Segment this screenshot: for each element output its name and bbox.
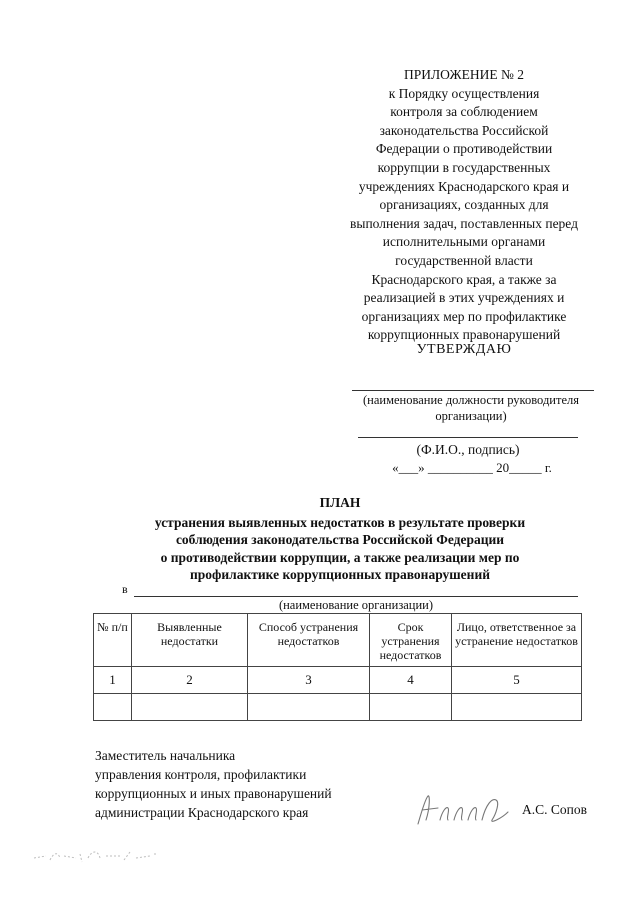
signer-line: Заместитель начальника xyxy=(95,748,236,763)
name-caption: (Ф.И.О., подпись) xyxy=(416,442,520,457)
header-method: Способ устранения недостатков xyxy=(248,614,370,667)
table-cell xyxy=(248,694,370,721)
signer-line: администрации Краснодарского края xyxy=(95,805,309,820)
table-cell: 5 xyxy=(452,667,582,694)
appendix-line: коррупционных правонарушений xyxy=(367,327,561,343)
appendix-line: коррупции в государственных xyxy=(377,159,551,175)
table-cell: 2 xyxy=(132,667,248,694)
signer-block xyxy=(95,746,395,822)
faint-stamp-mark xyxy=(32,846,162,866)
plan-subtitle-line: о противодействии коррупции, а также реализации мер по xyxy=(160,549,520,565)
position-signature-line xyxy=(352,390,594,391)
table-cell xyxy=(370,694,452,721)
appendix-line: к Порядку осуществления xyxy=(388,85,540,101)
table-cell xyxy=(132,694,248,721)
appendix-line: Краснодарского края, а также за xyxy=(371,271,557,287)
table-header-row xyxy=(94,614,582,667)
appendix-line: законодательства Российской xyxy=(379,122,549,138)
table-row xyxy=(94,694,582,721)
header-deficiencies: Выявленные недостатки xyxy=(132,614,248,667)
appendix-line: учреждениях Краснодарского края и xyxy=(358,178,570,194)
appendix-line: реализацией в этих учреждениях и xyxy=(363,290,565,306)
position-caption-line-2: организации) xyxy=(435,409,507,423)
appendix-header xyxy=(330,66,598,345)
approval-title: УТВЕРЖДАЮ xyxy=(416,342,512,357)
signer-line: управления контроля, профилактики xyxy=(95,767,307,782)
appendix-line: Федерации о противодействии xyxy=(375,141,553,157)
table-cell xyxy=(452,694,582,721)
header-number: № п/п xyxy=(94,614,132,667)
header-deadline: Срок устранения недостатков xyxy=(370,614,452,667)
appendix-line: организациях мер по профилактике xyxy=(361,308,567,324)
approval-date: «___» __________ 20_____ г. xyxy=(392,460,552,475)
appendix-line: контроля за соблюдением xyxy=(390,104,538,120)
appendix-line: исполнительными органами xyxy=(382,234,546,250)
plan-subtitle-line: профилактике коррупционных правонарушений xyxy=(189,567,491,582)
table-cell: 4 xyxy=(370,667,452,694)
organization-prefix: в xyxy=(122,582,128,596)
table-cell: 3 xyxy=(248,667,370,694)
plan-table xyxy=(93,613,582,721)
position-caption-line-1: (наименование должности руководителя xyxy=(363,393,579,407)
table-row xyxy=(94,667,582,694)
signer-line: коррупционных и иных правонарушений xyxy=(95,786,332,801)
header-responsible: Лицо, ответственное за устранение недостатков xyxy=(452,614,582,667)
appendix-line: государственной власти xyxy=(395,252,533,268)
table-cell: 1 xyxy=(94,667,132,694)
plan-title: ПЛАН xyxy=(319,495,361,510)
plan-subtitle-line: соблюдения законодательства Российской Федерации xyxy=(175,532,505,547)
appendix-line: организациях, созданных для xyxy=(379,197,549,213)
plan-subtitle-line: устранения выявленных недостатков в результате проверки xyxy=(154,514,526,530)
table-cell xyxy=(94,694,132,721)
appendix-title: ПРИЛОЖЕНИЕ № 2 xyxy=(403,67,525,82)
appendix-line: выполнения задач, поставленных перед xyxy=(350,215,578,231)
plan-heading xyxy=(90,494,590,584)
position-caption xyxy=(340,392,602,424)
organization-caption: (наименование организации) xyxy=(278,598,434,612)
signer-name: А.С. Сопов xyxy=(522,802,587,817)
handwritten-signature xyxy=(412,790,516,832)
name-signature-line xyxy=(358,437,578,438)
